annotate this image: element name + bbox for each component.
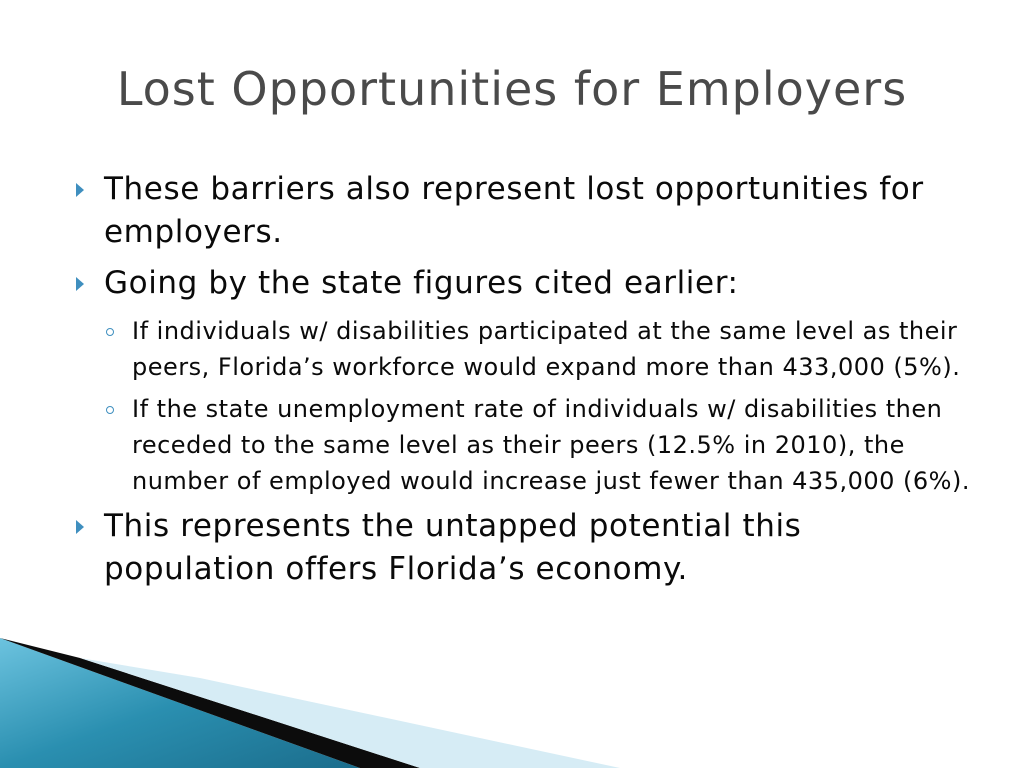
bullet-text: This represents the untapped potential this population offers Florida’s economy. [104, 508, 802, 587]
slide-title: Lost Opportunities for Employers [116, 62, 908, 116]
bullet-item [76, 262, 976, 305]
circle-bullet-icon [106, 328, 114, 336]
slide-body [76, 168, 976, 599]
sub-bullet-item [104, 313, 976, 385]
sub-bullet-text: If individuals w/ disabilities participated at the same level as their peers, Florida’s workforce would expand more than 433,000 (5%). [132, 317, 961, 381]
bullet-item [76, 168, 976, 254]
sub-bullet-text: If the state unemployment rate of individuals w/ disabilities then receded to the same level as their peers (12.5% in 2010), the number of employed would increase just fewer than 435,000 (6%). [132, 395, 970, 495]
circle-bullet-icon [106, 406, 114, 414]
triangle-bullet-icon [76, 183, 84, 197]
triangle-bullet-icon [76, 520, 84, 534]
decorative-wave [0, 638, 1024, 768]
bullet-item [76, 505, 976, 591]
bullet-text: These barriers also represent lost opportunities for employers. [104, 171, 924, 250]
bullet-text: Going by the state figures cited earlier: [104, 265, 739, 301]
sub-bullet-item [104, 391, 976, 499]
triangle-bullet-icon [76, 277, 84, 291]
